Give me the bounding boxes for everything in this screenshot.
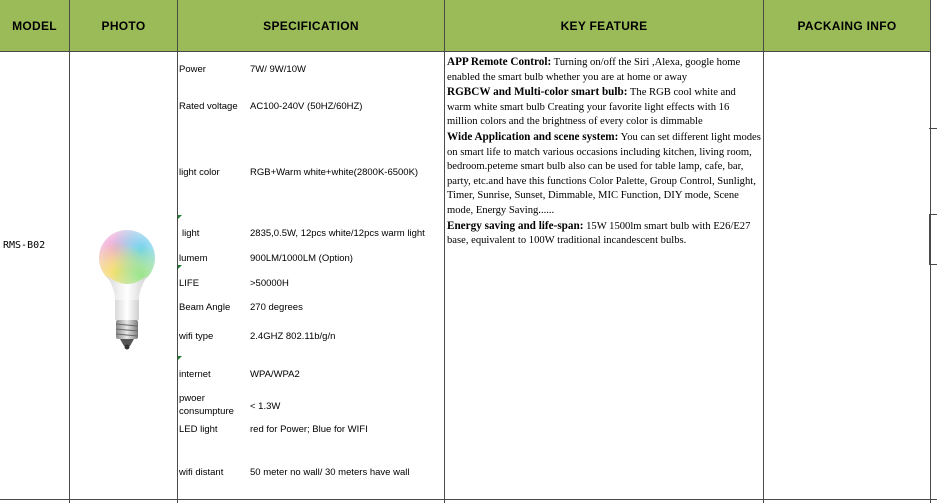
spec-label-light-color: light color: [179, 167, 220, 178]
feature-paragraph: [447, 130, 762, 219]
spec-label-power: Power: [179, 64, 206, 75]
col-divider-model: [69, 52, 70, 503]
spec-value-lumem: 900LM/1000LM (Option): [250, 253, 353, 264]
spec-value-light: 2835,0.5W, 12pcs white/12pcs warm light: [250, 228, 425, 239]
spec-value-power-consumption: < 1.3W: [250, 401, 281, 412]
spec-label-light: light: [182, 228, 200, 239]
spec-value-wifi-distant: 50 meter no wall/ 30 meters have wall: [250, 467, 410, 478]
header-model: MODEL: [0, 0, 70, 52]
spec-value-beam-angle: 270 degrees: [250, 302, 303, 313]
header-specification: SPECIFICATION: [178, 0, 445, 52]
comment-marker: [178, 215, 182, 219]
spec-value-power: 7W/ 9W/10W: [250, 64, 306, 75]
feature-title: RGBCW and Multi-color smart bulb:: [447, 86, 628, 99]
spec-label-rated-voltage: Rated voltage: [179, 101, 238, 112]
spec-value-light-color: RGB+Warm white+white(2800K-6500K): [250, 167, 419, 178]
feature-text: The RGB cool white and warm white smart bulb Creating your favorite light effects with 16 million colors and the brightness of every color is dimmable: [447, 87, 736, 128]
spec-label-power-consumption: pwoer consumpture: [179, 393, 234, 417]
header-photo: PHOTO: [70, 0, 178, 52]
spec-value-rated-voltage: AC100-240V (50HZ/60HZ): [250, 101, 363, 112]
feature-paragraph: [447, 55, 762, 85]
smart-bulb-photo: [97, 228, 157, 350]
feature-text: You can set different light modes on smart life to match various occasions including kitchen, living room, bedroom.peteme smart bulb also can be used for table lamp, cafe, bar, party, etc.and have this functions Color Palette, Group Control, Sunlight, Timer, Sunrise, Sunset, Dimmable, MIC Function, DIY mode, Scene mode, Energy Saving......: [447, 131, 761, 216]
spec-value-internet: WPA/WPA2: [250, 369, 300, 380]
spec-value-life: >50000H: [250, 278, 289, 289]
feature-title: APP Remote Control:: [447, 56, 552, 68]
col-divider-spec: [444, 52, 445, 503]
feature-text: Turning on/off the Siri ,Alexa, google home enabled the smart bulb whether you are at home or away: [447, 57, 741, 83]
feature-title: Energy saving and life-span:: [447, 219, 584, 232]
header-packaging: PACKAING INFO: [764, 0, 931, 52]
spec-value-wifi-type: 2.4GHZ 802.11b/g/n: [250, 331, 336, 342]
edge-tick-vertical: [929, 214, 930, 264]
spec-label-led-light: LED light: [179, 424, 218, 435]
feature-title: Wide Application and scene system:: [447, 130, 619, 143]
col-divider-feature: [763, 52, 764, 503]
col-divider-photo: [177, 52, 178, 503]
spec-label-lumem: lumem: [179, 253, 208, 264]
col-divider-packaging: [930, 52, 931, 503]
edge-tick: [929, 214, 937, 215]
spec-label-wifi-type: wifi type: [179, 331, 214, 342]
spec-value-led-light: red for Power; Blue for WIFI: [250, 424, 368, 435]
header-key-feature: KEY FEATURE: [445, 0, 764, 52]
spec-label-wifi-distant: wifi distant: [179, 467, 224, 478]
comment-marker: [178, 265, 182, 269]
feature-text: 15W 1500lm smart bulb with E26/E27 base, equivalent to 100W traditional incandescent bulbs.: [447, 220, 751, 247]
model-value: RMS-B02: [3, 240, 46, 251]
spec-label-internet: internet: [179, 369, 211, 380]
edge-tick: [929, 128, 937, 129]
row-bottom-border: [0, 499, 937, 500]
comment-marker: [178, 356, 182, 360]
spec-label-life: LIFE: [179, 278, 200, 289]
spec-label-beam-angle: Beam Angle: [179, 302, 231, 313]
edge-tick: [929, 264, 937, 265]
feature-paragraph: [447, 85, 762, 130]
key-feature-text: [447, 55, 762, 253]
feature-paragraph: [447, 219, 762, 249]
